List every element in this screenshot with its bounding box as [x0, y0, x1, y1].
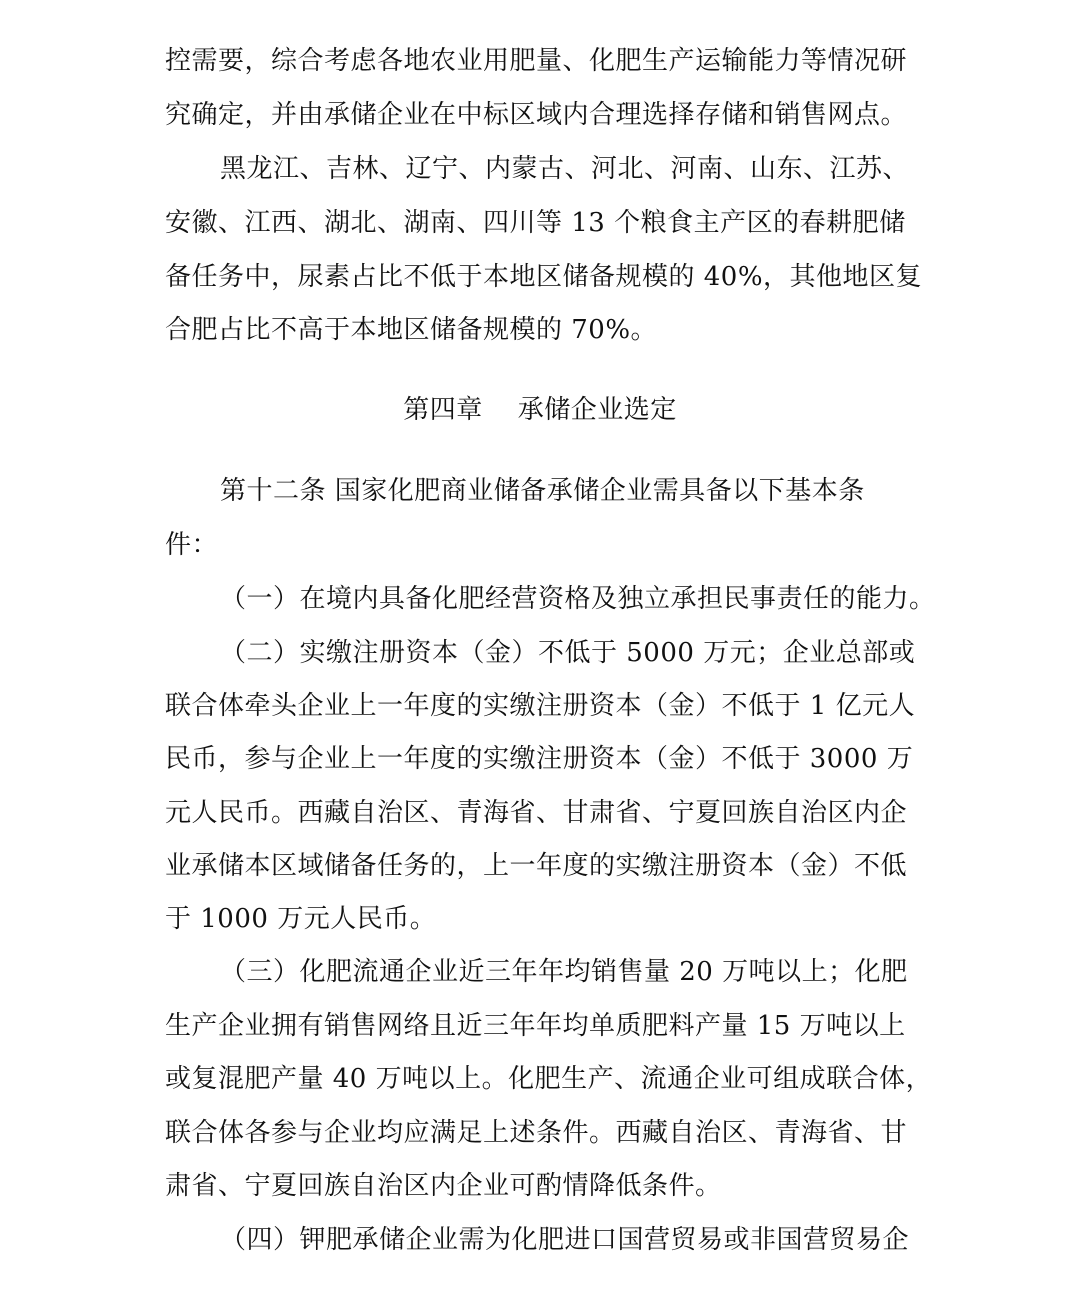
text-line: 件：	[165, 530, 219, 560]
list-item-line: （四）钾肥承储企业需为化肥进口国营贸易或非国营贸易企	[220, 1225, 910, 1255]
chapter-heading: 第四章 承储企业选定	[403, 395, 677, 425]
text-line: 安徽、江西、湖北、湖南、四川等 13 个粮食主产区的春耕肥储	[165, 208, 906, 238]
text-line: 或复混肥产量 40 万吨以上。化肥生产、流通企业可组成联合体，	[165, 1064, 933, 1094]
text-line: 控需要，综合考虑各地农业用肥量、化肥生产运输能力等情况研	[165, 46, 908, 76]
text-line: 备任务中，尿素占比不低于本地区储备规模的 40%，其他地区复	[165, 262, 923, 292]
text-line: 究确定，并由承储企业在中标区域内合理选择存储和销售网点。	[165, 100, 908, 130]
text-line: 合肥占比不高于本地区储备规模的 70%。	[165, 315, 658, 345]
text-line: 于 1000 万元人民币。	[165, 904, 437, 934]
text-line: 联合体各参与企业均应满足上述条件。西藏自治区、青海省、甘	[165, 1118, 908, 1148]
text-line: 生产企业拥有销售网络且近三年年均单质肥料产量 15 万吨以上	[165, 1011, 906, 1041]
text-line: 业承储本区域储备任务的，上一年度的实缴注册资本（金）不低	[165, 851, 908, 881]
text-line: 联合体牵头企业上一年度的实缴注册资本（金）不低于 1 亿元人	[165, 691, 916, 721]
list-item-line: （三）化肥流通企业近三年年均销售量 20 万吨以上；化肥	[220, 957, 908, 987]
article-title-line: 第十二条 国家化肥商业储备承储企业需具备以下基本条	[220, 476, 865, 506]
text-line: 肃省、宁夏回族自治区内企业可酌情降低条件。	[165, 1171, 722, 1201]
paragraph-start-line: 黑龙江、吉林、辽宁、内蒙古、河北、河南、山东、江苏、	[220, 154, 910, 184]
text-line: 元人民币。西藏自治区、青海省、甘肃省、宁夏回族自治区内企	[165, 798, 908, 828]
list-item-line: （一）在境内具备化肥经营资格及独立承担民事责任的能力。	[220, 584, 936, 614]
list-item-line: （二）实缴注册资本（金）不低于 5000 万元；企业总部或	[220, 638, 916, 668]
text-line: 民币，参与企业上一年度的实缴注册资本（金）不低于 3000 万	[165, 744, 914, 774]
